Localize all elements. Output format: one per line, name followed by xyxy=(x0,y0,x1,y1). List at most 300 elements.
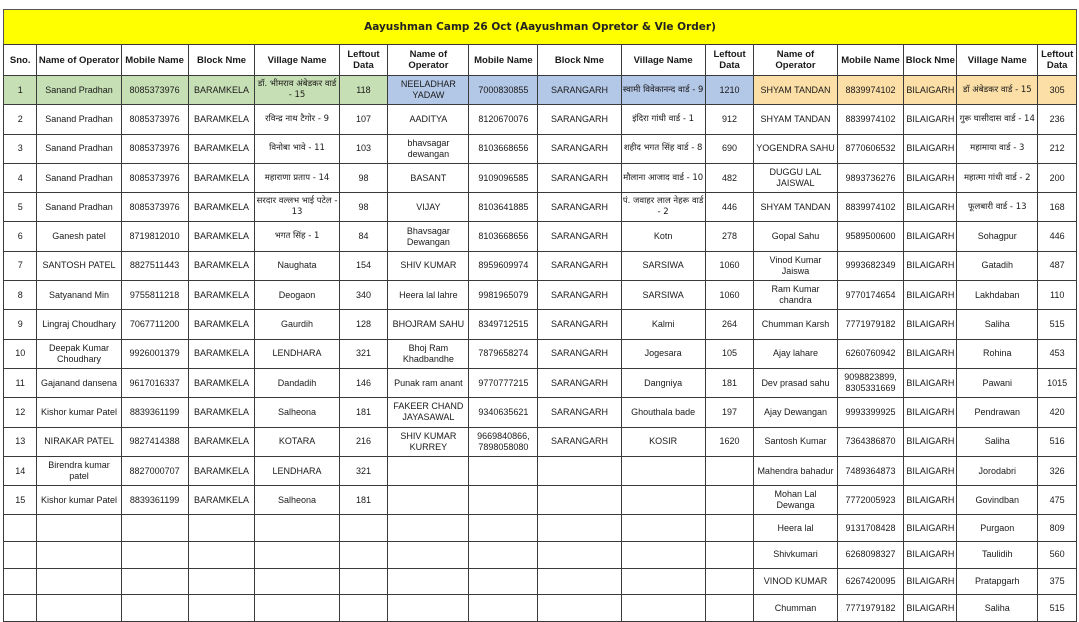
header-sno: Sno. xyxy=(4,45,37,76)
cell-village-3: Govindban xyxy=(957,486,1038,515)
cell-mobile-3: 7771979182 xyxy=(837,595,904,622)
cell-village-3: Saliha xyxy=(957,310,1038,339)
table-body xyxy=(4,76,1077,622)
cell-operator-name-3: SHYAM TANDAN xyxy=(754,105,837,134)
cell-mobile-3: 9131708428 xyxy=(837,515,904,542)
cell-village-1: सरदार वल्लभ भाई पटेल - 13 xyxy=(255,193,339,222)
cell-mobile-1: 8085373976 xyxy=(121,193,188,222)
table-row xyxy=(4,427,1077,456)
cell-mobile-2 xyxy=(469,515,538,542)
cell-block-2 xyxy=(538,456,621,485)
cell-village-3: Saliha xyxy=(957,427,1038,456)
cell-block-1: BARAMKELA xyxy=(188,193,255,222)
cell-village-2: Kalmi xyxy=(621,310,705,339)
cell-village-2 xyxy=(621,515,705,542)
cell-village-3: डॉ अंबेडकर वार्ड - 15 xyxy=(957,76,1038,105)
cell-leftout-1 xyxy=(339,595,388,622)
cell-block-2: SARANGARH xyxy=(538,368,621,397)
cell-operator-name-2 xyxy=(388,542,469,569)
header-village-2: Village Name xyxy=(621,45,705,76)
cell-operator-name-3: SHYAM TANDAN xyxy=(754,76,837,105)
cell-mobile-2: 9981965079 xyxy=(469,281,538,310)
cell-village-3: महात्मा गांधी वार्ड - 2 xyxy=(957,163,1038,192)
cell-leftout-1: 321 xyxy=(339,339,388,368)
cell-mobile-3: 8770606532 xyxy=(837,134,904,163)
cell-operator-name-2: bhavsagar dewangan xyxy=(388,134,469,163)
cell-leftout-2: 1620 xyxy=(705,427,754,456)
cell-block-3: BILAIGARH xyxy=(904,310,957,339)
cell-mobile-2: 8103668656 xyxy=(469,134,538,163)
cell-operator-name-1 xyxy=(37,595,121,622)
cell-mobile-2 xyxy=(469,486,538,515)
table-row xyxy=(4,134,1077,163)
cell-mobile-2 xyxy=(469,542,538,569)
cell-leftout-1: 216 xyxy=(339,427,388,456)
cell-village-2: Dangniya xyxy=(621,368,705,397)
cell-sno: 9 xyxy=(4,310,37,339)
cell-leftout-1: 98 xyxy=(339,193,388,222)
cell-block-2 xyxy=(538,515,621,542)
cell-block-3: BILAIGARH xyxy=(904,456,957,485)
cell-sno: 7 xyxy=(4,251,37,280)
cell-village-2: स्वामी विवेकानन्द वार्ड - 9 xyxy=(621,76,705,105)
cell-operator-name-1: Satyanand Min xyxy=(37,281,121,310)
cell-block-1: BARAMKELA xyxy=(188,456,255,485)
cell-leftout-2: 278 xyxy=(705,222,754,251)
cell-block-2 xyxy=(538,486,621,515)
cell-village-1: Dandadih xyxy=(255,368,339,397)
cell-block-2: SARANGARH xyxy=(538,398,621,427)
sheet-title: Aayushman Camp 26 Oct (Aayushman Opretor & Vle Order) xyxy=(3,9,1077,44)
cell-operator-name-3: Chumman Karsh xyxy=(754,310,837,339)
cell-mobile-1: 8085373976 xyxy=(121,163,188,192)
cell-leftout-2 xyxy=(705,515,754,542)
cell-leftout-1: 154 xyxy=(339,251,388,280)
cell-village-2 xyxy=(621,542,705,569)
cell-leftout-2 xyxy=(705,542,754,569)
cell-leftout-2: 1210 xyxy=(705,76,754,105)
cell-mobile-3: 9770174654 xyxy=(837,281,904,310)
table-row xyxy=(4,542,1077,569)
cell-leftout-3: 453 xyxy=(1038,339,1077,368)
cell-sno: 10 xyxy=(4,339,37,368)
cell-village-2: Ghouthala bade xyxy=(621,398,705,427)
header-operator-name-2: Name of Operator xyxy=(388,45,469,76)
header-village-1: Village Name xyxy=(255,45,339,76)
cell-block-3: BILAIGARH xyxy=(904,105,957,134)
cell-mobile-2 xyxy=(469,456,538,485)
cell-operator-name-1 xyxy=(37,542,121,569)
cell-sno: 12 xyxy=(4,398,37,427)
cell-leftout-2: 912 xyxy=(705,105,754,134)
cell-leftout-3: 212 xyxy=(1038,134,1077,163)
cell-operator-name-3: Ajay lahare xyxy=(754,339,837,368)
cell-leftout-2: 1060 xyxy=(705,281,754,310)
cell-operator-name-1: Gajanand dansena xyxy=(37,368,121,397)
header-mobile-3: Mobile Name xyxy=(837,45,904,76)
cell-leftout-2: 446 xyxy=(705,193,754,222)
cell-mobile-2: 7000830855 xyxy=(469,76,538,105)
cell-mobile-2: 8959609974 xyxy=(469,251,538,280)
cell-leftout-2: 482 xyxy=(705,163,754,192)
cell-operator-name-3: DUGGU LAL JAISWAL xyxy=(754,163,837,192)
cell-operator-name-3: Vinod Kumar Jaiswa xyxy=(754,251,837,280)
cell-leftout-1 xyxy=(339,515,388,542)
cell-block-3: BILAIGARH xyxy=(904,515,957,542)
table-row xyxy=(4,163,1077,192)
cell-leftout-3: 200 xyxy=(1038,163,1077,192)
cell-village-3: Taulidih xyxy=(957,542,1038,569)
cell-village-1: विनोबा भावे - 11 xyxy=(255,134,339,163)
cell-leftout-1: 107 xyxy=(339,105,388,134)
operator-table xyxy=(3,44,1077,622)
cell-operator-name-2 xyxy=(388,568,469,595)
cell-operator-name-3: Santosh Kumar xyxy=(754,427,837,456)
cell-leftout-2: 690 xyxy=(705,134,754,163)
cell-village-2 xyxy=(621,486,705,515)
cell-block-1: BARAMKELA xyxy=(188,105,255,134)
cell-mobile-2: 9669840866, 7898058080 xyxy=(469,427,538,456)
cell-block-1 xyxy=(188,542,255,569)
cell-village-2: पं. जवाहर लाल नेहरू वार्ड - 2 xyxy=(621,193,705,222)
cell-village-2: KOSIR xyxy=(621,427,705,456)
cell-operator-name-1: Sanand Pradhan xyxy=(37,134,121,163)
cell-mobile-1 xyxy=(121,542,188,569)
cell-operator-name-3: Dev prasad sahu xyxy=(754,368,837,397)
cell-block-1: BARAMKELA xyxy=(188,281,255,310)
cell-leftout-3: 326 xyxy=(1038,456,1077,485)
table-row xyxy=(4,339,1077,368)
cell-block-1 xyxy=(188,568,255,595)
cell-village-2 xyxy=(621,568,705,595)
cell-operator-name-1 xyxy=(37,568,121,595)
cell-mobile-1: 8839361199 xyxy=(121,398,188,427)
cell-leftout-3: 375 xyxy=(1038,568,1077,595)
cell-village-2: Kotn xyxy=(621,222,705,251)
cell-village-3: Pratapgarh xyxy=(957,568,1038,595)
cell-village-1: Deogaon xyxy=(255,281,339,310)
cell-operator-name-2: SHIV KUMAR KURREY xyxy=(388,427,469,456)
cell-mobile-1: 8719812010 xyxy=(121,222,188,251)
header-operator-name-3: Name of Operator xyxy=(754,45,837,76)
table-row xyxy=(4,486,1077,515)
cell-block-2: SARANGARH xyxy=(538,427,621,456)
cell-village-2: SARSIWA xyxy=(621,251,705,280)
cell-block-1 xyxy=(188,515,255,542)
cell-block-2 xyxy=(538,595,621,622)
cell-leftout-1 xyxy=(339,568,388,595)
table-row xyxy=(4,515,1077,542)
cell-operator-name-2 xyxy=(388,456,469,485)
cell-village-2 xyxy=(621,595,705,622)
cell-mobile-3: 7772005923 xyxy=(837,486,904,515)
cell-leftout-3: 515 xyxy=(1038,310,1077,339)
header-block-3: Block Nme xyxy=(904,45,957,76)
cell-mobile-1: 8839361199 xyxy=(121,486,188,515)
table-row xyxy=(4,222,1077,251)
cell-village-1 xyxy=(255,595,339,622)
cell-mobile-2: 8349712515 xyxy=(469,310,538,339)
cell-village-3: Rohina xyxy=(957,339,1038,368)
cell-block-3: BILAIGARH xyxy=(904,427,957,456)
cell-sno: 4 xyxy=(4,163,37,192)
cell-village-1 xyxy=(255,542,339,569)
cell-operator-name-3: Ajay Dewangan xyxy=(754,398,837,427)
cell-leftout-1: 146 xyxy=(339,368,388,397)
cell-sno: 13 xyxy=(4,427,37,456)
cell-village-1: रविन्द्र नाथ टैगोर - 9 xyxy=(255,105,339,134)
cell-operator-name-2: Bhoj Ram Khadbandhe xyxy=(388,339,469,368)
cell-sno xyxy=(4,542,37,569)
cell-block-2: SARANGARH xyxy=(538,222,621,251)
table-row xyxy=(4,568,1077,595)
header-leftout-2: Leftout Data xyxy=(705,45,754,76)
cell-mobile-2: 9770777215 xyxy=(469,368,538,397)
cell-mobile-3: 7489364873 xyxy=(837,456,904,485)
cell-block-3: BILAIGARH xyxy=(904,486,957,515)
cell-block-3: BILAIGARH xyxy=(904,193,957,222)
cell-leftout-3: 560 xyxy=(1038,542,1077,569)
cell-sno: 6 xyxy=(4,222,37,251)
cell-sno: 11 xyxy=(4,368,37,397)
header-row xyxy=(4,45,1077,76)
cell-leftout-2: 197 xyxy=(705,398,754,427)
header-mobile-1: Mobile Name xyxy=(121,45,188,76)
cell-village-1 xyxy=(255,515,339,542)
table-row xyxy=(4,251,1077,280)
cell-block-2: SARANGARH xyxy=(538,193,621,222)
cell-leftout-2: 105 xyxy=(705,339,754,368)
cell-block-1: BARAMKELA xyxy=(188,368,255,397)
cell-village-3: Lakhdaban xyxy=(957,281,1038,310)
cell-block-3: BILAIGARH xyxy=(904,398,957,427)
cell-sno: 14 xyxy=(4,456,37,485)
table-row xyxy=(4,398,1077,427)
cell-operator-name-2: SHIV KUMAR xyxy=(388,251,469,280)
cell-village-2: SARSIWA xyxy=(621,281,705,310)
cell-mobile-2: 7879658274 xyxy=(469,339,538,368)
cell-mobile-2: 8120670076 xyxy=(469,105,538,134)
cell-operator-name-1: NIRAKAR PATEL xyxy=(37,427,121,456)
cell-operator-name-2: Punak ram anant xyxy=(388,368,469,397)
cell-village-2: मौलाना आजाद वार्ड - 10 xyxy=(621,163,705,192)
cell-operator-name-3: Mahendra bahadur xyxy=(754,456,837,485)
cell-mobile-3: 8839974102 xyxy=(837,193,904,222)
cell-leftout-3: 168 xyxy=(1038,193,1077,222)
cell-mobile-2: 8103641885 xyxy=(469,193,538,222)
cell-village-3: महामाया वार्ड - 3 xyxy=(957,134,1038,163)
cell-mobile-3: 9993682349 xyxy=(837,251,904,280)
cell-block-1: BARAMKELA xyxy=(188,486,255,515)
cell-operator-name-2: AADITYA xyxy=(388,105,469,134)
table-row xyxy=(4,595,1077,622)
cell-village-1: महाराणा प्रताप - 14 xyxy=(255,163,339,192)
cell-mobile-3: 9893736276 xyxy=(837,163,904,192)
cell-block-1: BARAMKELA xyxy=(188,163,255,192)
cell-mobile-1: 8085373976 xyxy=(121,76,188,105)
cell-village-3: Saliha xyxy=(957,595,1038,622)
cell-operator-name-2: BHOJRAM SAHU xyxy=(388,310,469,339)
cell-village-1: Salheona xyxy=(255,486,339,515)
cell-operator-name-1: Birendra kumar patel xyxy=(37,456,121,485)
cell-mobile-1: 8827000707 xyxy=(121,456,188,485)
cell-operator-name-2 xyxy=(388,595,469,622)
header-block-1: Block Nme xyxy=(188,45,255,76)
cell-village-3: Pawani xyxy=(957,368,1038,397)
header-block-2: Block Nme xyxy=(538,45,621,76)
cell-sno: 8 xyxy=(4,281,37,310)
cell-leftout-2 xyxy=(705,595,754,622)
cell-sno: 5 xyxy=(4,193,37,222)
cell-leftout-2: 1060 xyxy=(705,251,754,280)
cell-leftout-1: 118 xyxy=(339,76,388,105)
cell-leftout-3: 516 xyxy=(1038,427,1077,456)
cell-block-1: BARAMKELA xyxy=(188,398,255,427)
cell-block-1: BARAMKELA xyxy=(188,310,255,339)
cell-block-2 xyxy=(538,542,621,569)
cell-block-3: BILAIGARH xyxy=(904,542,957,569)
cell-village-1: Gaurdih xyxy=(255,310,339,339)
cell-village-3: Jorodabri xyxy=(957,456,1038,485)
table-row xyxy=(4,456,1077,485)
cell-operator-name-1 xyxy=(37,515,121,542)
cell-leftout-1: 128 xyxy=(339,310,388,339)
cell-mobile-3: 7364386870 xyxy=(837,427,904,456)
cell-mobile-1: 7067711200 xyxy=(121,310,188,339)
cell-leftout-2 xyxy=(705,486,754,515)
cell-mobile-3: 6260760942 xyxy=(837,339,904,368)
cell-operator-name-2 xyxy=(388,515,469,542)
cell-block-2: SARANGARH xyxy=(538,163,621,192)
cell-operator-name-2: NEELADHAR YADAW xyxy=(388,76,469,105)
cell-village-3: फूलबारी वार्ड - 13 xyxy=(957,193,1038,222)
cell-village-1: Salheona xyxy=(255,398,339,427)
cell-leftout-3: 446 xyxy=(1038,222,1077,251)
cell-operator-name-2: Bhavsagar Dewangan xyxy=(388,222,469,251)
cell-operator-name-1: Sanand Pradhan xyxy=(37,76,121,105)
cell-mobile-2: 9109096585 xyxy=(469,163,538,192)
cell-block-3: BILAIGARH xyxy=(904,368,957,397)
cell-operator-name-3: Ram Kumar chandra xyxy=(754,281,837,310)
cell-village-3: गुरू घासीदास वार्ड - 14 xyxy=(957,105,1038,134)
cell-operator-name-3: Gopal Sahu xyxy=(754,222,837,251)
cell-operator-name-3: VINOD KUMAR xyxy=(754,568,837,595)
cell-mobile-3: 9589500600 xyxy=(837,222,904,251)
cell-leftout-1 xyxy=(339,542,388,569)
cell-mobile-3: 9098823899, 8305331669 xyxy=(837,368,904,397)
table-row xyxy=(4,281,1077,310)
cell-village-3: Sohagpur xyxy=(957,222,1038,251)
cell-operator-name-3: SHYAM TANDAN xyxy=(754,193,837,222)
header-leftout-1: Leftout Data xyxy=(339,45,388,76)
cell-operator-name-2 xyxy=(388,486,469,515)
cell-block-3: BILAIGARH xyxy=(904,339,957,368)
cell-operator-name-1: SANTOSH PATEL xyxy=(37,251,121,280)
cell-operator-name-1: Kishor kumar Patel xyxy=(37,398,121,427)
cell-block-1 xyxy=(188,595,255,622)
cell-mobile-3: 6268098327 xyxy=(837,542,904,569)
cell-mobile-1 xyxy=(121,515,188,542)
cell-village-3: Pendrawan xyxy=(957,398,1038,427)
cell-block-2: SARANGARH xyxy=(538,76,621,105)
cell-block-1: BARAMKELA xyxy=(188,76,255,105)
cell-village-2 xyxy=(621,456,705,485)
cell-village-2: शहीद भगत सिंह वार्ड - 8 xyxy=(621,134,705,163)
cell-operator-name-1: Sanand Pradhan xyxy=(37,105,121,134)
spreadsheet xyxy=(3,9,1077,622)
cell-block-1: BARAMKELA xyxy=(188,251,255,280)
cell-village-3: Gatadih xyxy=(957,251,1038,280)
table-row xyxy=(4,76,1077,105)
cell-operator-name-2: Heera lal lahre xyxy=(388,281,469,310)
cell-block-3: BILAIGARH xyxy=(904,163,957,192)
cell-sno: 1 xyxy=(4,76,37,105)
cell-sno: 15 xyxy=(4,486,37,515)
table-row xyxy=(4,368,1077,397)
cell-village-2: इंदिरा गांधी वार्ड - 1 xyxy=(621,105,705,134)
cell-mobile-3: 9993399925 xyxy=(837,398,904,427)
cell-block-1: BARAMKELA xyxy=(188,222,255,251)
cell-operator-name-1: Sanand Pradhan xyxy=(37,163,121,192)
cell-block-2: SARANGARH xyxy=(538,134,621,163)
cell-operator-name-3: Shivkumari xyxy=(754,542,837,569)
cell-leftout-3: 809 xyxy=(1038,515,1077,542)
cell-operator-name-3: Chumman xyxy=(754,595,837,622)
cell-operator-name-1: Deepak Kumar Choudhary xyxy=(37,339,121,368)
cell-mobile-1: 8085373976 xyxy=(121,105,188,134)
cell-block-1: BARAMKELA xyxy=(188,134,255,163)
cell-mobile-3: 8839974102 xyxy=(837,105,904,134)
header-leftout-3: Leftout Data xyxy=(1038,45,1077,76)
table-row xyxy=(4,310,1077,339)
cell-leftout-2 xyxy=(705,456,754,485)
cell-mobile-1: 8827511443 xyxy=(121,251,188,280)
cell-operator-name-1: Lingraj Choudhary xyxy=(37,310,121,339)
cell-operator-name-2: FAKEER CHAND JAYASAWAL xyxy=(388,398,469,427)
cell-block-3: BILAIGARH xyxy=(904,251,957,280)
cell-village-1: KOTARA xyxy=(255,427,339,456)
cell-block-3: BILAIGARH xyxy=(904,222,957,251)
cell-mobile-3: 6267420095 xyxy=(837,568,904,595)
cell-block-3: BILAIGARH xyxy=(904,134,957,163)
cell-block-3: BILAIGARH xyxy=(904,281,957,310)
cell-leftout-2: 181 xyxy=(705,368,754,397)
cell-village-3: Purgaon xyxy=(957,515,1038,542)
cell-block-2 xyxy=(538,568,621,595)
cell-operator-name-3: Heera lal xyxy=(754,515,837,542)
table-row xyxy=(4,193,1077,222)
table-row xyxy=(4,105,1077,134)
header-mobile-2: Mobile Name xyxy=(469,45,538,76)
cell-leftout-1: 340 xyxy=(339,281,388,310)
cell-operator-name-3: YOGENDRA SAHU xyxy=(754,134,837,163)
cell-operator-name-1: Kishor kumar Patel xyxy=(37,486,121,515)
header-village-3: Village Name xyxy=(957,45,1038,76)
cell-village-1: डॉ. भीमराव अंबेडकर वार्ड - 15 xyxy=(255,76,339,105)
cell-leftout-2: 264 xyxy=(705,310,754,339)
cell-village-2: Jogesara xyxy=(621,339,705,368)
cell-leftout-1: 181 xyxy=(339,398,388,427)
cell-block-2: SARANGARH xyxy=(538,105,621,134)
cell-mobile-1: 9755811218 xyxy=(121,281,188,310)
cell-mobile-1 xyxy=(121,595,188,622)
cell-leftout-3: 515 xyxy=(1038,595,1077,622)
cell-leftout-1: 181 xyxy=(339,486,388,515)
cell-leftout-3: 110 xyxy=(1038,281,1077,310)
cell-mobile-1: 9617016337 xyxy=(121,368,188,397)
cell-leftout-3: 487 xyxy=(1038,251,1077,280)
cell-mobile-3: 7771979182 xyxy=(837,310,904,339)
